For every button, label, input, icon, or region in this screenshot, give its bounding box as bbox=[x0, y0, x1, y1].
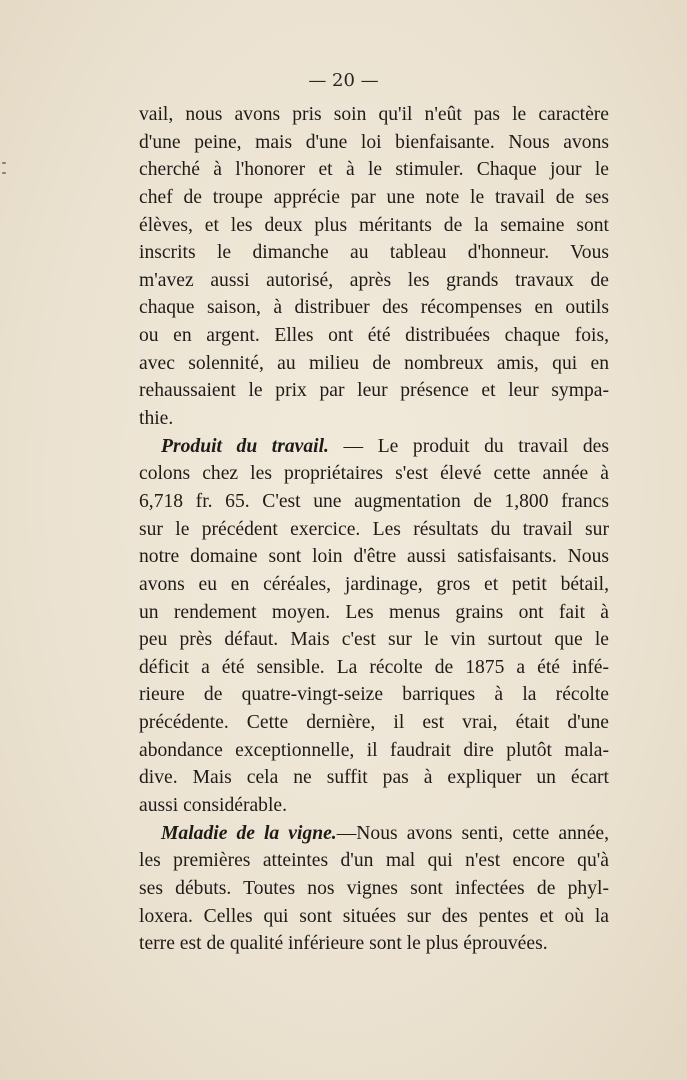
text-line: m'avez aussi autorisé, après les grands travaux de bbox=[139, 269, 609, 291]
margin-mark bbox=[2, 162, 6, 164]
text-line: un rendement moyen. Les menus grains ont fait à bbox=[139, 601, 609, 623]
section-heading-line: Maladie de la vigne.—Nous avons senti, cette année, bbox=[161, 822, 609, 844]
section-heading: Maladie de la vigne. bbox=[161, 822, 337, 844]
text-line: vail, nous avons pris soin qu'il n'eût pas le caractère bbox=[139, 104, 609, 125]
text-line: thie. bbox=[139, 408, 174, 430]
text-line: 6,718 fr. 65. C'est une augmentation de 1,800 francs bbox=[139, 490, 609, 512]
text-line: rehaussaient le prix par leur présence et leur sympa- bbox=[139, 380, 609, 402]
text-line: déficit a été sensible. La récolte de 1875 a été infé- bbox=[139, 656, 609, 678]
text-line: chef de troupe apprécie par une note le travail de ses bbox=[139, 186, 609, 208]
text-line: élèves, et les deux plus méritants de la semaine sont bbox=[139, 214, 609, 236]
text-line: cherché à l'honorer et à le stimuler. Chaque jour le bbox=[139, 159, 609, 181]
text-line: notre domaine sont loin d'être aussi satisfaisants. Nous bbox=[139, 546, 609, 568]
text-line: les premières atteintes d'un mal qui n'est encore qu'à bbox=[139, 850, 609, 872]
text-line: loxera. Celles qui sont situées sur des pentes et où la bbox=[139, 905, 609, 927]
text-line: colons chez les propriétaires s'est élevé cette année à bbox=[139, 463, 609, 485]
text-line: inscrits le dimanche au tableau d'honneur. Vous bbox=[139, 242, 609, 264]
text-line: ou en argent. Elles ont été distribuées chaque fois, bbox=[139, 325, 609, 347]
text-line: ses débuts. Toutes nos vignes sont infectées de phyl- bbox=[139, 877, 609, 899]
text-line: terre est de qualité inférieure sont le plus éprouvées. bbox=[139, 933, 548, 955]
text-line: sur le précédent exercice. Les résultats du travail sur bbox=[139, 518, 609, 540]
section-heading-line: Produit du travail. — Le produit du travail des bbox=[161, 435, 609, 457]
text-line: avec solennité, au milieu de nombreux amis, qui en bbox=[139, 352, 609, 374]
text-line: avons eu en céréales, jardinage, gros et petit bétail, bbox=[139, 573, 609, 595]
text-line: dive. Mais cela ne suffit pas à expliquer un écart bbox=[139, 767, 609, 789]
page-number: — 20 — bbox=[308, 70, 379, 91]
text-line: aussi considérable. bbox=[139, 795, 287, 817]
text-line: d'une peine, mais d'une loi bienfaisante. Nous avons bbox=[139, 131, 609, 153]
text-line: rieure de quatre-vingt-seize barriques à la récolte bbox=[139, 684, 609, 706]
margin-mark bbox=[2, 172, 6, 174]
text-line: peu près défaut. Mais c'est sur le vin surtout que le bbox=[139, 629, 609, 651]
text-line: chaque saison, à distribuer des récompenses en outils bbox=[139, 297, 609, 319]
text-line: précédente. Cette dernière, il est vrai, était d'une bbox=[139, 712, 609, 734]
body-text bbox=[139, 101, 609, 958]
text-line: abondance exceptionnelle, il faudrait dire plutôt mala- bbox=[139, 739, 609, 761]
section-heading: Produit du travail. bbox=[161, 435, 329, 457]
